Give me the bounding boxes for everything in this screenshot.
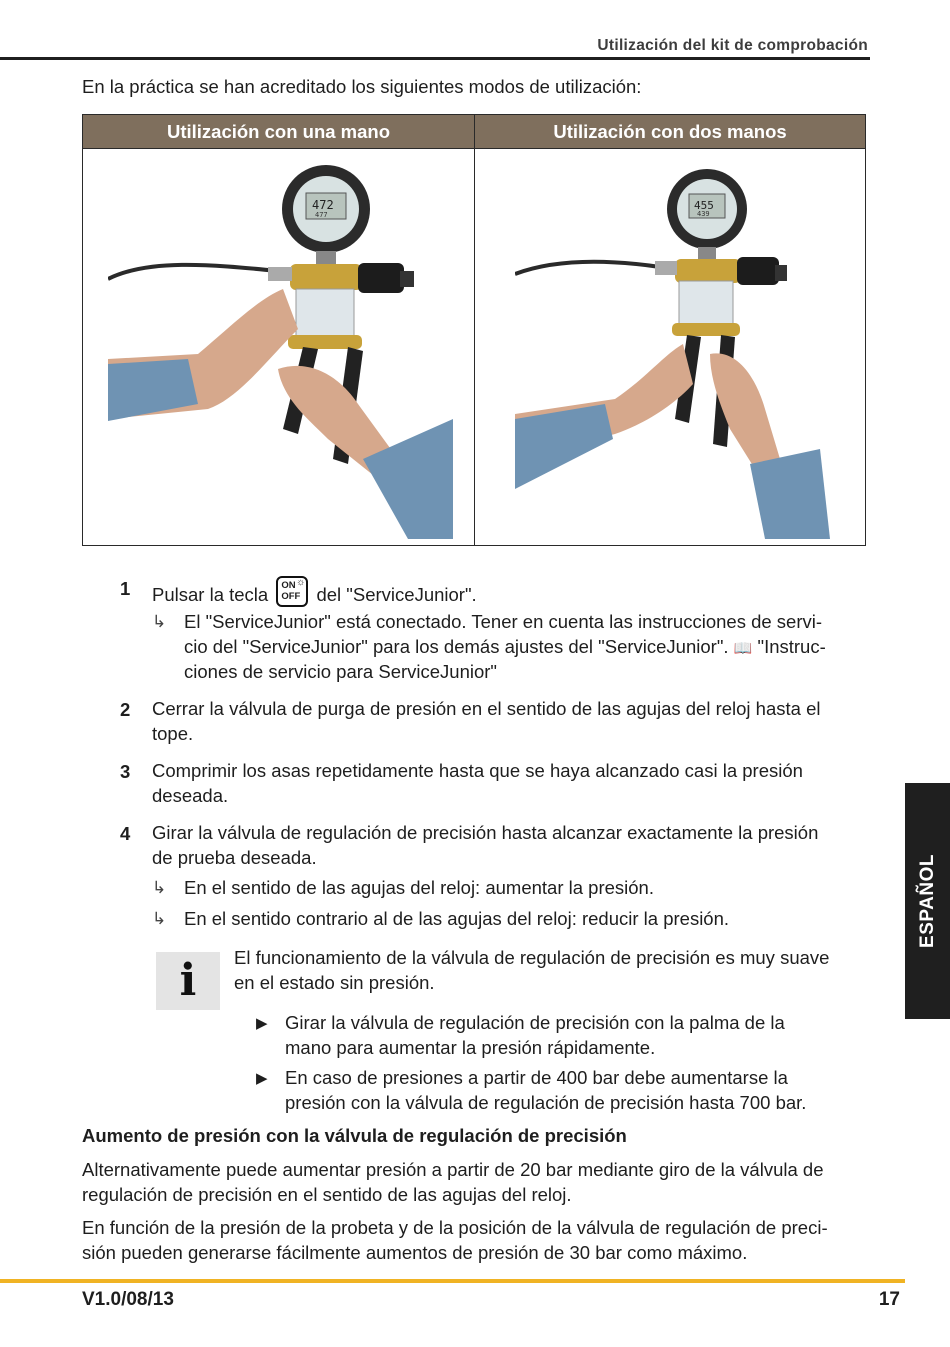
step-number-3: 3 [120,761,131,782]
footer-rule [0,1279,905,1283]
section-p2-line-1: En función de la presión de la probeta y de la posición de la válvula de regulación de preci- [82,1217,828,1238]
result-arrow-icon: ↳ [152,909,167,928]
table-header-two-hands: Utilización con dos manos [475,115,865,148]
header-rule [0,57,870,60]
section-p1-line-1: Alternativamente puede aumentar presión a partir de 20 bar mediante giro de la válvula de [82,1159,824,1180]
step-4-line-1: Girar la válvula de regulación de precisión hasta alcanzar exactamente la presión [152,822,819,843]
step-1-text-after: del "ServiceJunior". [316,584,477,605]
info-box [156,952,220,1010]
result-1-line-2: cio del "ServiceJunior" para los demás ajustes del "ServiceJunior". 📖 "Instruc- [184,636,826,657]
step-3-line-1: Comprimir los asas repetidamente hasta que se haya alcanzado casi la presión [152,760,803,781]
result-1-line-3: ciones de servicio para ServiceJunior" [184,661,497,682]
footer-version: V1.0/08/13 [82,1289,174,1310]
step-2-line-2: tope. [152,723,194,744]
usage-table [82,114,866,546]
result-4b: En el sentido contrario al de las agujas del reloj: reducir la presión. [184,908,730,929]
pump-cylinder [679,281,733,325]
info-line-2: en el estado sin presión. [234,972,435,993]
step-2-line-1: Cerrar la válvula de purga de presión en el sentido de las agujas del reloj hasta el [152,698,821,719]
regulation-valve [358,263,404,293]
step-number-2: 2 [120,699,131,720]
brass-manifold [675,259,741,283]
section-heading: Aumento de presión con la válvula de regulación de precisión [82,1125,627,1146]
step-3-line-2: deseada. [152,785,229,806]
header-title: Utilización del kit de comprobación [597,37,868,54]
light-icon: ☼ [296,577,306,588]
result-arrow-icon: ↳ [152,612,167,631]
hose-line [515,262,660,274]
step-number-4: 4 [120,823,131,844]
gauge-display-sub: 477 [315,211,328,219]
gauge-display-sub: 439 [697,210,710,218]
action-triangle-icon: ▶ [256,1070,268,1087]
right-sleeve [750,449,830,539]
result-4a: En el sentido de las agujas del reloj: aumentar la presión. [184,877,654,898]
intro-text: En la práctica se han acreditado los siguientes modos de utilización: [82,76,642,97]
table-column-divider [474,115,475,545]
step-1-text-before: Pulsar la tecla [152,584,269,605]
step-4-line-2: de prueba deseada. [152,847,317,868]
info-icon: i [179,955,197,1006]
result-arrow-icon: ↳ [152,878,167,897]
left-sleeve [515,404,613,489]
on-off-key-icon: ON OFF ☼ [276,576,308,607]
language-side-tab [905,783,950,1019]
photo-two-hands [515,159,835,539]
brass-manifold [290,264,362,290]
hose-line [108,265,278,279]
step-1-text [152,576,477,608]
result-1-line-1: El "ServiceJunior" está conectado. Tener en cuenta las instrucciones de servi- [184,611,823,632]
page-number: 17 [878,1289,900,1310]
action-2-line-2: presión con la válvula de regulación de precisión hasta 700 bar. [285,1092,807,1113]
info-line-1: El funcionamiento de la válvula de regulación de precisión es muy suave [234,947,830,968]
pump-cylinder [296,289,354,337]
manual-book-icon: 📖 [733,640,753,657]
gauge-display-main: 455 [694,199,714,212]
section-p1-line-2: regulación de precisión en el sentido de las agujas del reloj. [82,1184,572,1205]
action-triangle-icon: ▶ [256,1015,268,1032]
action-1-line-2: mano para aumentar la presión rápidamente. [285,1037,656,1058]
step-number-1: 1 [120,578,131,599]
regulation-valve [737,257,779,285]
photo-one-hand [108,159,453,539]
language-label: ESPAÑOL [916,854,938,948]
left-sleeve [108,359,198,421]
gauge-display-main: 472 [312,198,334,212]
action-1-line-1: Girar la válvula de regulación de precisión con la palma de la [285,1012,785,1033]
table-header-one-hand: Utilización con una mano [83,115,474,148]
section-p2-line-2: sión pueden generarse fácilmente aumentos de presión de 30 bar como máximo. [82,1242,748,1263]
action-2-line-1: En caso de presiones a partir de 400 bar debe aumentarse la [285,1067,788,1088]
